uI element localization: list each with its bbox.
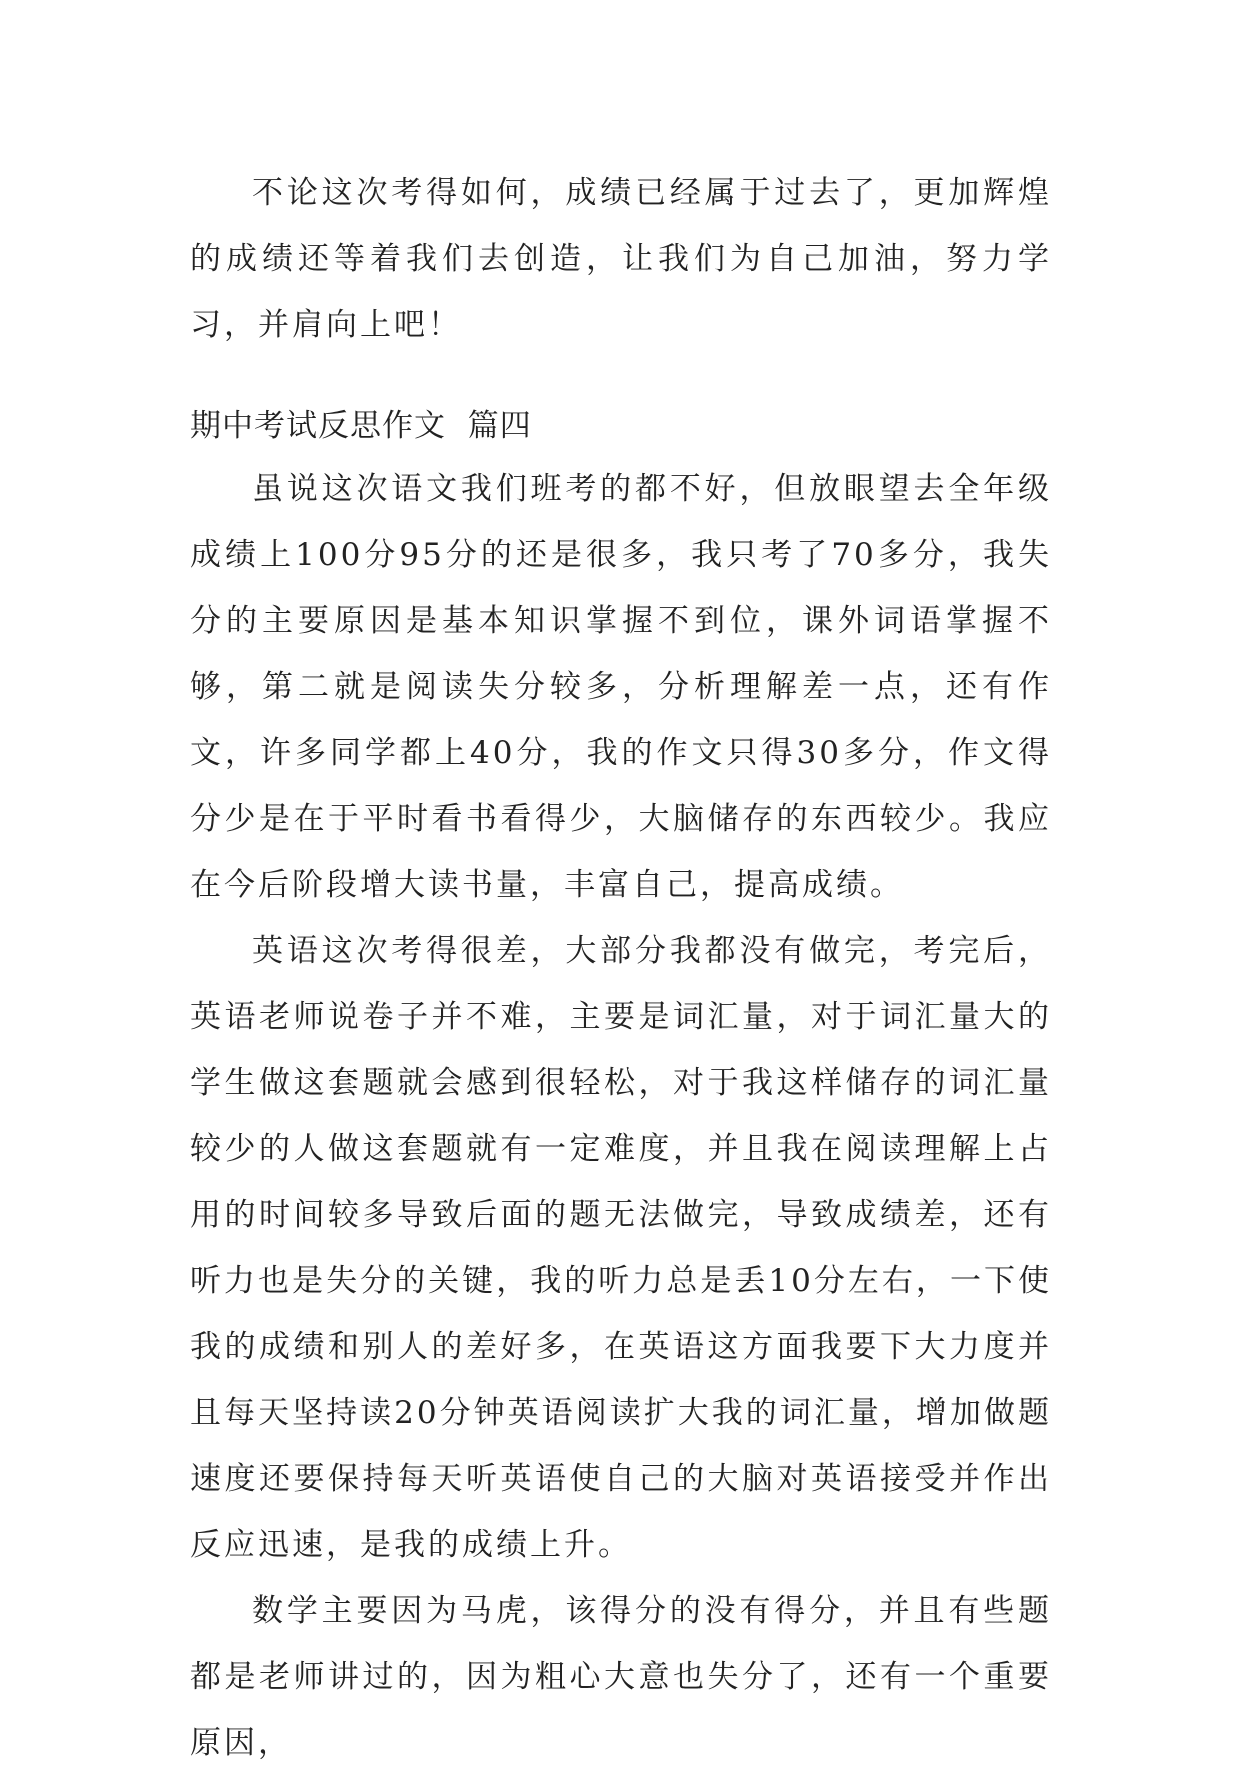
- paragraph-chinese: 虽说这次语文我们班考的都不好，但放眼望去全年级成绩上100分95分的还是很多，我只考了70多分，我失分的主要原因是基本知识掌握不到位，课外词语掌握不够，第二就是阅读失分较多，分析理解差一点，还有作文，许多同学都上40分，我的作文只得30多分，作文得分少是在于平时看书看得少，大脑储存的东西较少。我应在今后阶段增大读书量，丰富自己，提高成绩。: [190, 471, 1052, 903]
- paragraph-math: 数学主要因为马虎，该得分的没有得分，并且有些题都是老师讲过的，因为粗心大意也失分了，还有一个重要原因，: [190, 1593, 1052, 1761]
- section-title: 期中考试反思作文 篇四: [190, 408, 532, 444]
- intro-paragraph: 不论这次考得如何，成绩已经属于过去了，更加辉煌的成绩还等着我们去创造，让我们为自己加油，努力学习，并肩向上吧！: [190, 175, 1052, 343]
- paragraph-english: 英语这次考得很差，大部分我都没有做完，考完后，英语老师说卷子并不难，主要是词汇量，对于词汇量大的学生做这套题就会感到很轻松，对于我这样储存的词汇量较少的人做这套题就有一定难度，并且我在阅读理解上占用的时间较多导致后面的题无法做完，导致成绩差，还有听力也是失分的关键，我的听力总是丢10分左右，一下使我的成绩和别人的差好多，在英语这方面我要下大力度并且每天坚持读20分钟英语阅读扩大我的词汇量，增加做题速度还要保持每天听英语使自己的大脑对英语接受并作出反应迅速，是我的成绩上升。: [190, 933, 1052, 1563]
- document-body: [190, 160, 1052, 1776]
